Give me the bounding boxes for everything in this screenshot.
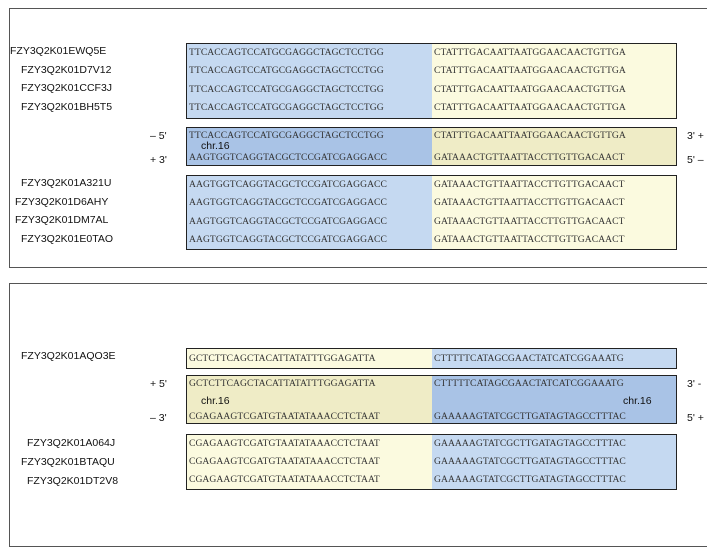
reference-block	[186, 375, 677, 424]
read-sequence-left: GCTCTTCAGCTACATTATATTTGGAGATTA	[189, 353, 376, 364]
read-sequence-right: GATAAACTGTTAATTACCTTGTTGACAACT	[434, 216, 625, 227]
ref-sequence: GCTCTTCAGCTACATTATATTTGGAGATTA	[189, 378, 376, 389]
read-sequence-right: CTATTTGACAATTAATGGAACAACTGTTGA	[434, 102, 626, 113]
ref-sequence: TTCACCAGTCCATGCGAGGCTAGCTCCTGG	[189, 130, 384, 141]
read-sequence-right: CTTTTTCATAGCGAACTATCATCGGAAATG	[434, 353, 624, 364]
read-id: FZY3Q2K01DT2V8	[27, 475, 119, 487]
read-sequence-left: CGAGAAGTCGATGTAATATAAACCTCTAAT	[189, 474, 380, 485]
read-sequence-left: AAGTGGTCAGGTACGCTCCGATCGAGGACC	[189, 234, 387, 245]
reads-plus-block	[186, 43, 677, 119]
strand-label: – 5'	[150, 130, 167, 142]
strand-label: 3' -	[687, 378, 702, 390]
read-sequence-left: TTCACCAGTCCATGCGAGGCTAGCTCCTGG	[189, 47, 384, 58]
read-sequence-right: CTATTTGACAATTAATGGAACAACTGTTGA	[434, 65, 626, 76]
ref-sequence: CTTTTTCATAGCGAACTATCATCGGAAATG	[434, 378, 624, 389]
read-sequence-right: GAAAAAGTATCGCTTGATAGTAGCCTTTAC	[434, 474, 626, 485]
chromosome-label: chr.16	[623, 395, 652, 407]
read-sequence-right: GAAAAAGTATCGCTTGATAGTAGCCTTTAC	[434, 456, 626, 467]
read-id: FZY3Q2K01E0TAO	[21, 233, 114, 245]
reads-minus-block	[186, 434, 677, 490]
strand-label: 5' +	[687, 412, 704, 424]
read-sequence-left: TTCACCAGTCCATGCGAGGCTAGCTCCTGG	[189, 102, 384, 113]
reads-minus-block	[186, 175, 677, 250]
read-sequence-left: AAGTGGTCAGGTACGCTCCGATCGAGGACC	[189, 216, 387, 227]
read-sequence-right: GATAAACTGTTAATTACCTTGTTGACAACT	[434, 197, 625, 208]
read-sequence-left: CGAGAAGTCGATGTAATATAAACCTCTAAT	[189, 456, 380, 467]
chromosome-label: chr.16	[201, 395, 230, 407]
read-id: FZY3Q2K01AQO3E	[21, 350, 116, 362]
read-sequence-left: AAGTGGTCAGGTACGCTCCGATCGAGGACC	[189, 197, 387, 208]
read-sequence-right: GATAAACTGTTAATTACCTTGTTGACAACT	[434, 234, 625, 245]
read-id: FZY3Q2K01BH5T5	[21, 101, 113, 113]
read-sequence-right: CTATTTGACAATTAATGGAACAACTGTTGA	[434, 47, 626, 58]
read-sequence-right: GAAAAAGTATCGCTTGATAGTAGCCTTTAC	[434, 438, 626, 449]
read-id: FZY3Q2K01D7V12	[21, 64, 112, 76]
ref-sequence: CTATTTGACAATTAATGGAACAACTGTTGA	[434, 130, 626, 141]
ref-sequence: AAGTGGTCAGGTACGCTCCGATCGAGGACC	[189, 152, 387, 163]
read-id: FZY3Q2K01A321U	[21, 177, 112, 189]
read-sequence-left: CGAGAAGTCGATGTAATATAAACCTCTAAT	[189, 438, 380, 449]
read-id: FZY3Q2K01D6AHY	[15, 196, 109, 208]
strand-label: + 5'	[150, 378, 167, 390]
reads-plus-block	[186, 348, 677, 369]
read-sequence-left: AAGTGGTCAGGTACGCTCCGATCGAGGACC	[189, 179, 387, 190]
chromosome-label: chr.16	[201, 140, 230, 152]
read-sequence-left: TTCACCAGTCCATGCGAGGCTAGCTCCTGG	[189, 65, 384, 76]
read-id: FZY3Q2K01CCF3J	[21, 82, 113, 94]
read-id: FZY3Q2K01A064J	[27, 437, 116, 449]
strand-label: – 3'	[150, 412, 167, 424]
read-sequence-right: GATAAACTGTTAATTACCTTGTTGACAACT	[434, 179, 625, 190]
reference-block	[186, 127, 677, 166]
ref-sequence: GATAAACTGTTAATTACCTTGTTGACAACT	[434, 152, 625, 163]
read-sequence-left: TTCACCAGTCCATGCGAGGCTAGCTCCTGG	[189, 84, 384, 95]
ref-sequence: GAAAAAGTATCGCTTGATAGTAGCCTTTAC	[434, 411, 626, 422]
strand-label: 5' –	[687, 154, 704, 166]
read-id: FZY3Q2K01EWQ5E	[10, 45, 107, 57]
read-id: FZY3Q2K01DM7AL	[15, 214, 109, 226]
strand-label: + 3'	[150, 154, 167, 166]
strand-label: 3' +	[687, 130, 704, 142]
read-id: FZY3Q2K01BTAQU	[21, 456, 115, 468]
ref-sequence: CGAGAAGTCGATGTAATATAAACCTCTAAT	[189, 411, 380, 422]
read-sequence-right: CTATTTGACAATTAATGGAACAACTGTTGA	[434, 84, 626, 95]
